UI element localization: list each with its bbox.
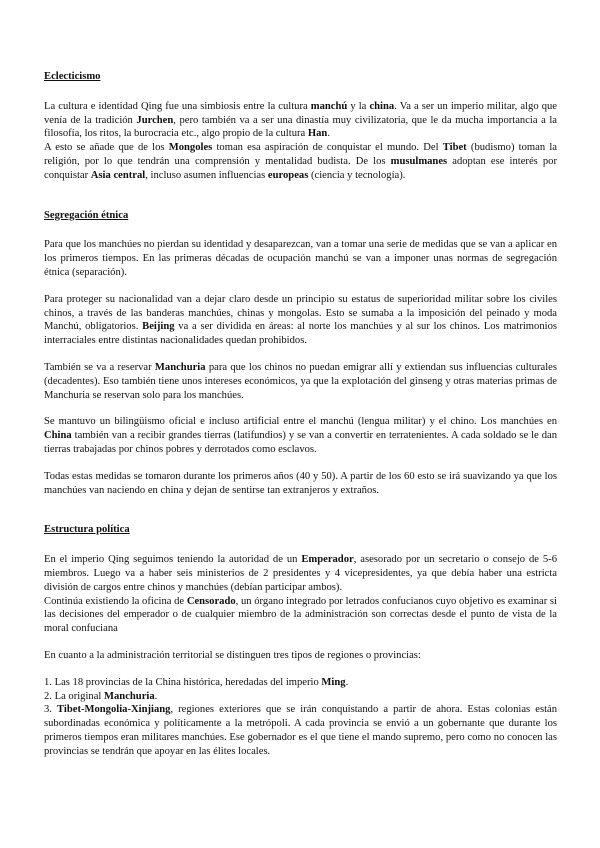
list-item: 3. Tibet-Mongolia-Xinjiang, regiones exteriores que se irán conquistando a partir de ahora. Estas colonias están subordinadas económica y políticamente a la metrópoli. A cada provincia se envió a un gobernante que durante los primeros tiempos eran militares manchúes. Ese gobernador es el que tiene el mando supremo, pero como no conocen las provincias se tendrán que apoyar en las élites locales. [44,704,558,757]
paragraph: En el imperio Qing seguimos teniendo la autoridad de un Emperador, asesorado por un secretario o consejo de 5-6 miembros. Luego va a haber seis ministerios de 2 presidentes y 4 vicepresidentes, ya que debía haber una estricta división de cargos entre chinos y manchúes (debían participar ambos). [44,554,557,593]
document-page [44,70,557,758]
list-item: 1. Las 18 provincias de la China histórica, heredadas del imperio Ming. [44,676,349,688]
paragraph: Todas estas medidas se tomaron durante los primeros años (40 y 50). A partir de los 60 esto se irá suavizando ya que los manchúes van naciendo en china y dejan de sentirse tan extranjeros y extraños. [44,470,557,496]
section-heading-eclecticismo: Eclecticismo [44,71,101,82]
paragraph: Para que los manchúes no pierdan su identidad y desaparezcan, van a tomar una serie de medidas que se van a aplicar en los primeros tiempos. En las primeras décadas de ocupación manchú se van a imponer unas normas de segregación étnica (separación). [44,239,557,278]
list-item: 2. La original Manchuria. [44,690,158,702]
section-heading-segregacion: Segregación étnica [44,209,129,221]
paragraph: En cuanto a la administración territorial se distinguen tres tipos de regiones o provincias: [44,649,421,661]
paragraph: También se va a reservar Manchuria para que los chinos no puedan emigrar allí y extiendan sus influencias culturales (decadentes). Eso también tiene unos intereses económicos, ya que la explotación del ginseng y otras materias primas de Manchuria se reservan solo para los manchúes. [44,361,557,401]
paragraph: Continúa existiendo la oficina de Censorado, un órgano integrado por letrados confucianos cuyo objetivo es examinar si las decisiones del emperador o de cualquier miembro de la administración son correctas desde el punto de vista de la moral confuciana [44,595,558,635]
section-heading-estructura: Estructura política [44,524,130,536]
paragraph: Se mantuvo un bilingüismo oficial e incluso artificial entre el manchú (lengua militar) y el chino. Los manchúes en China también van a recibir grandes tierras (latifundios) y se van a convertir en terratenientes. A cada soldado se le dan tierras trabajadas por chinos pobres y derrotados como esclavos. [44,416,557,455]
paragraph: A esto se añade que de los Mongoles toman esa aspiración de conquistar el mundo. Del Tibet (budismo) toman la religión, por lo que tendrán una comprensión y mentalidad budista. De los musulmanes adoptan ese interés por conquistar Asia central, incluso asumen influencias europeas (ciencia y tecnología). [44,142,557,181]
paragraph: Para proteger su nacionalidad van a dejar claro desde un principio su estatus de superioridad militar sobre los civiles chinos, a través de las banderas manchúes, chinas y mongolas. Esto se sumaba a la imposición del peinado y moda Manchú, obligatorios. Beijing va a ser dividida en áreas: al norte los manchúes y al sur los chinos. Los matrimonios interraciales entre distintas nacionalidades quedan prohibidos. [44,293,557,347]
paragraph: La cultura e identidad Qing fue una simbiosis entre la cultura manchú y la china. Va a ser un imperio militar, algo que venía de la tradición Jurchen, pero también va a ser una dinastía muy civilizatoria, que le da mucha importancia a la filosofía, los ritos, la burocracia etc., algo propio de la cultura Han. [44,100,557,140]
